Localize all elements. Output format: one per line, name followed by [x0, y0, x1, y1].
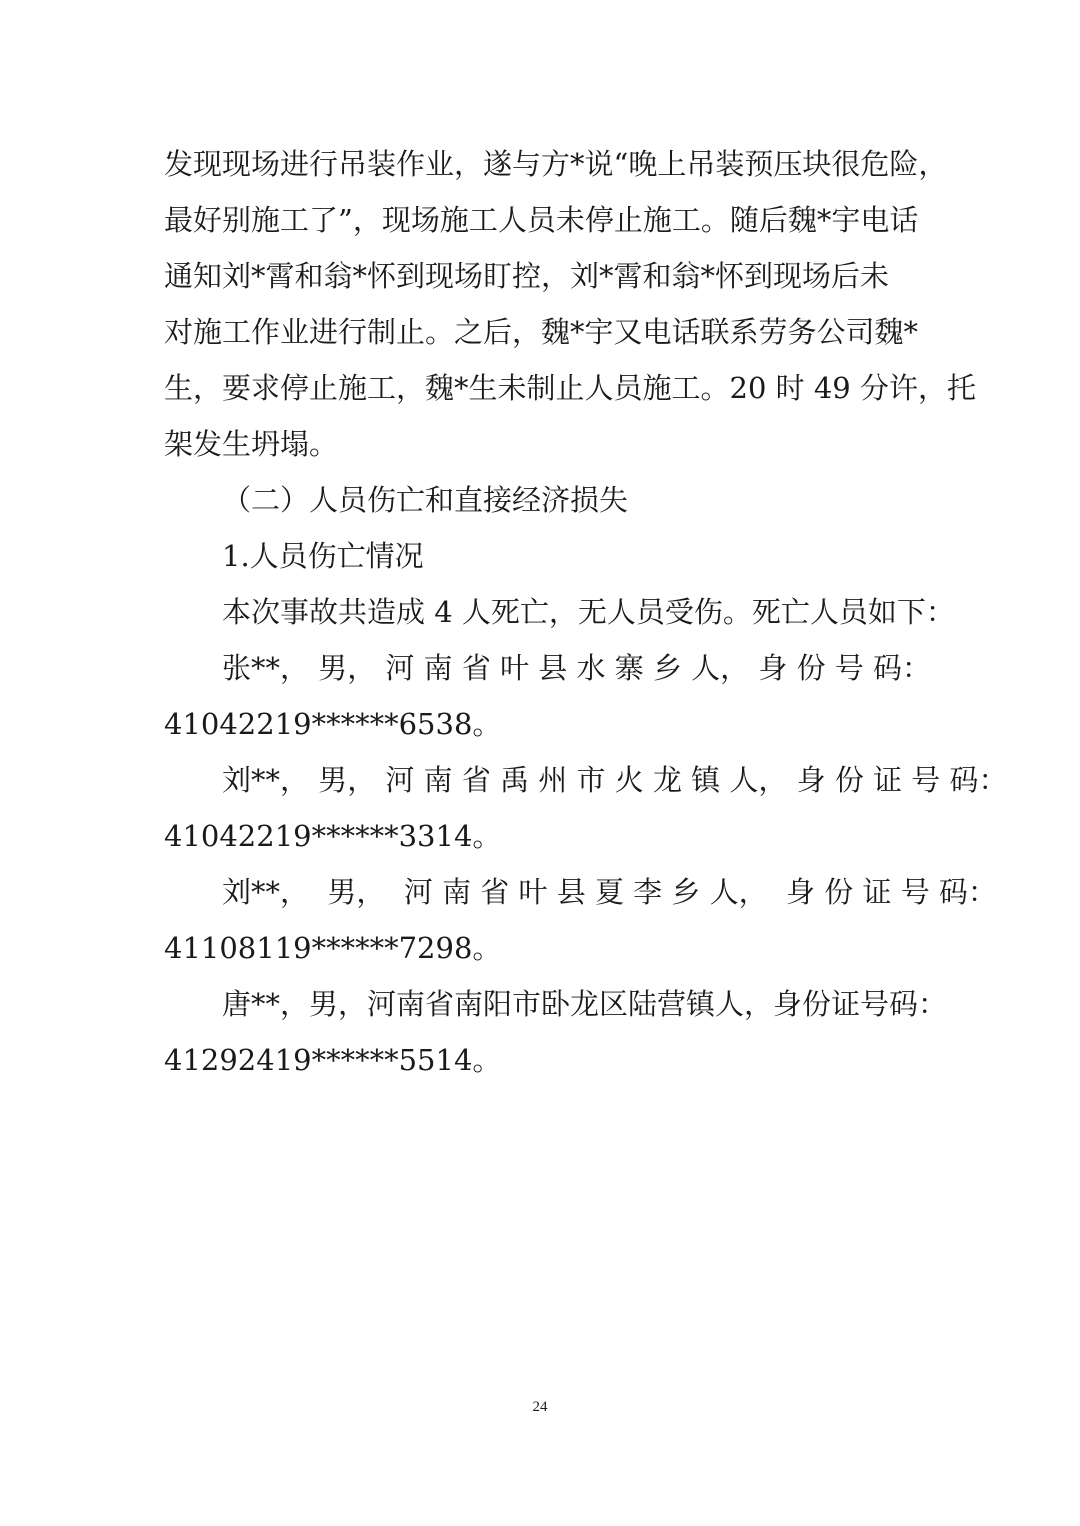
victim-line: 刘**， 男， 河 南 省 禹 州 市 火 龙 镇 人， 身 份 证 号 码： [222, 763, 1008, 797]
victim-id: 41108119******7298。 [164, 931, 502, 965]
page-number: 24 [532, 1399, 548, 1415]
victim-id: 41042219******6538。 [164, 707, 502, 741]
victim-line: 唐**，男，河南省南阳市卧龙区陆营镇人，身份证号码： [222, 987, 948, 1021]
victim-id: 41042219******3314。 [164, 819, 502, 853]
victim-line: 张**， 男， 河 南 省 叶 县 水 寨 乡 人， 身 份 号 码： [222, 651, 932, 685]
paragraph-line: 通知刘*霄和翁*怀到现场盯控，刘*霄和翁*怀到现场后未 [164, 259, 890, 293]
victim-id: 41292419******5514。 [164, 1043, 502, 1077]
section-heading: （二）人员伤亡和直接经济损失 [222, 483, 629, 517]
subheading: 1.人员伤亡情况 [222, 539, 424, 573]
paragraph-line: 最好别施工了”，现场施工人员未停止施工。随后魏*宇电话 [164, 203, 919, 237]
paragraph-line: 发现现场进行吊装作业，遂与方*说“晚上吊装预压块很危险， [164, 147, 948, 181]
paragraph-line: 架发生坍塌。 [164, 427, 339, 461]
casualty-summary: 本次事故共造成 4 人死亡，无人员受伤。死亡人员如下： [222, 595, 955, 629]
victim-line: 刘**， 男， 河 南 省 叶 县 夏 李 乡 人， 身 份 证 号 码： [222, 875, 997, 909]
paragraph-line: 生，要求停止施工，魏*生未制止人员施工。20 时 49 分许，托 [164, 371, 976, 405]
paragraph-line: 对施工作业进行制止。之后，魏*宇又电话联系劳务公司魏* [164, 315, 919, 349]
